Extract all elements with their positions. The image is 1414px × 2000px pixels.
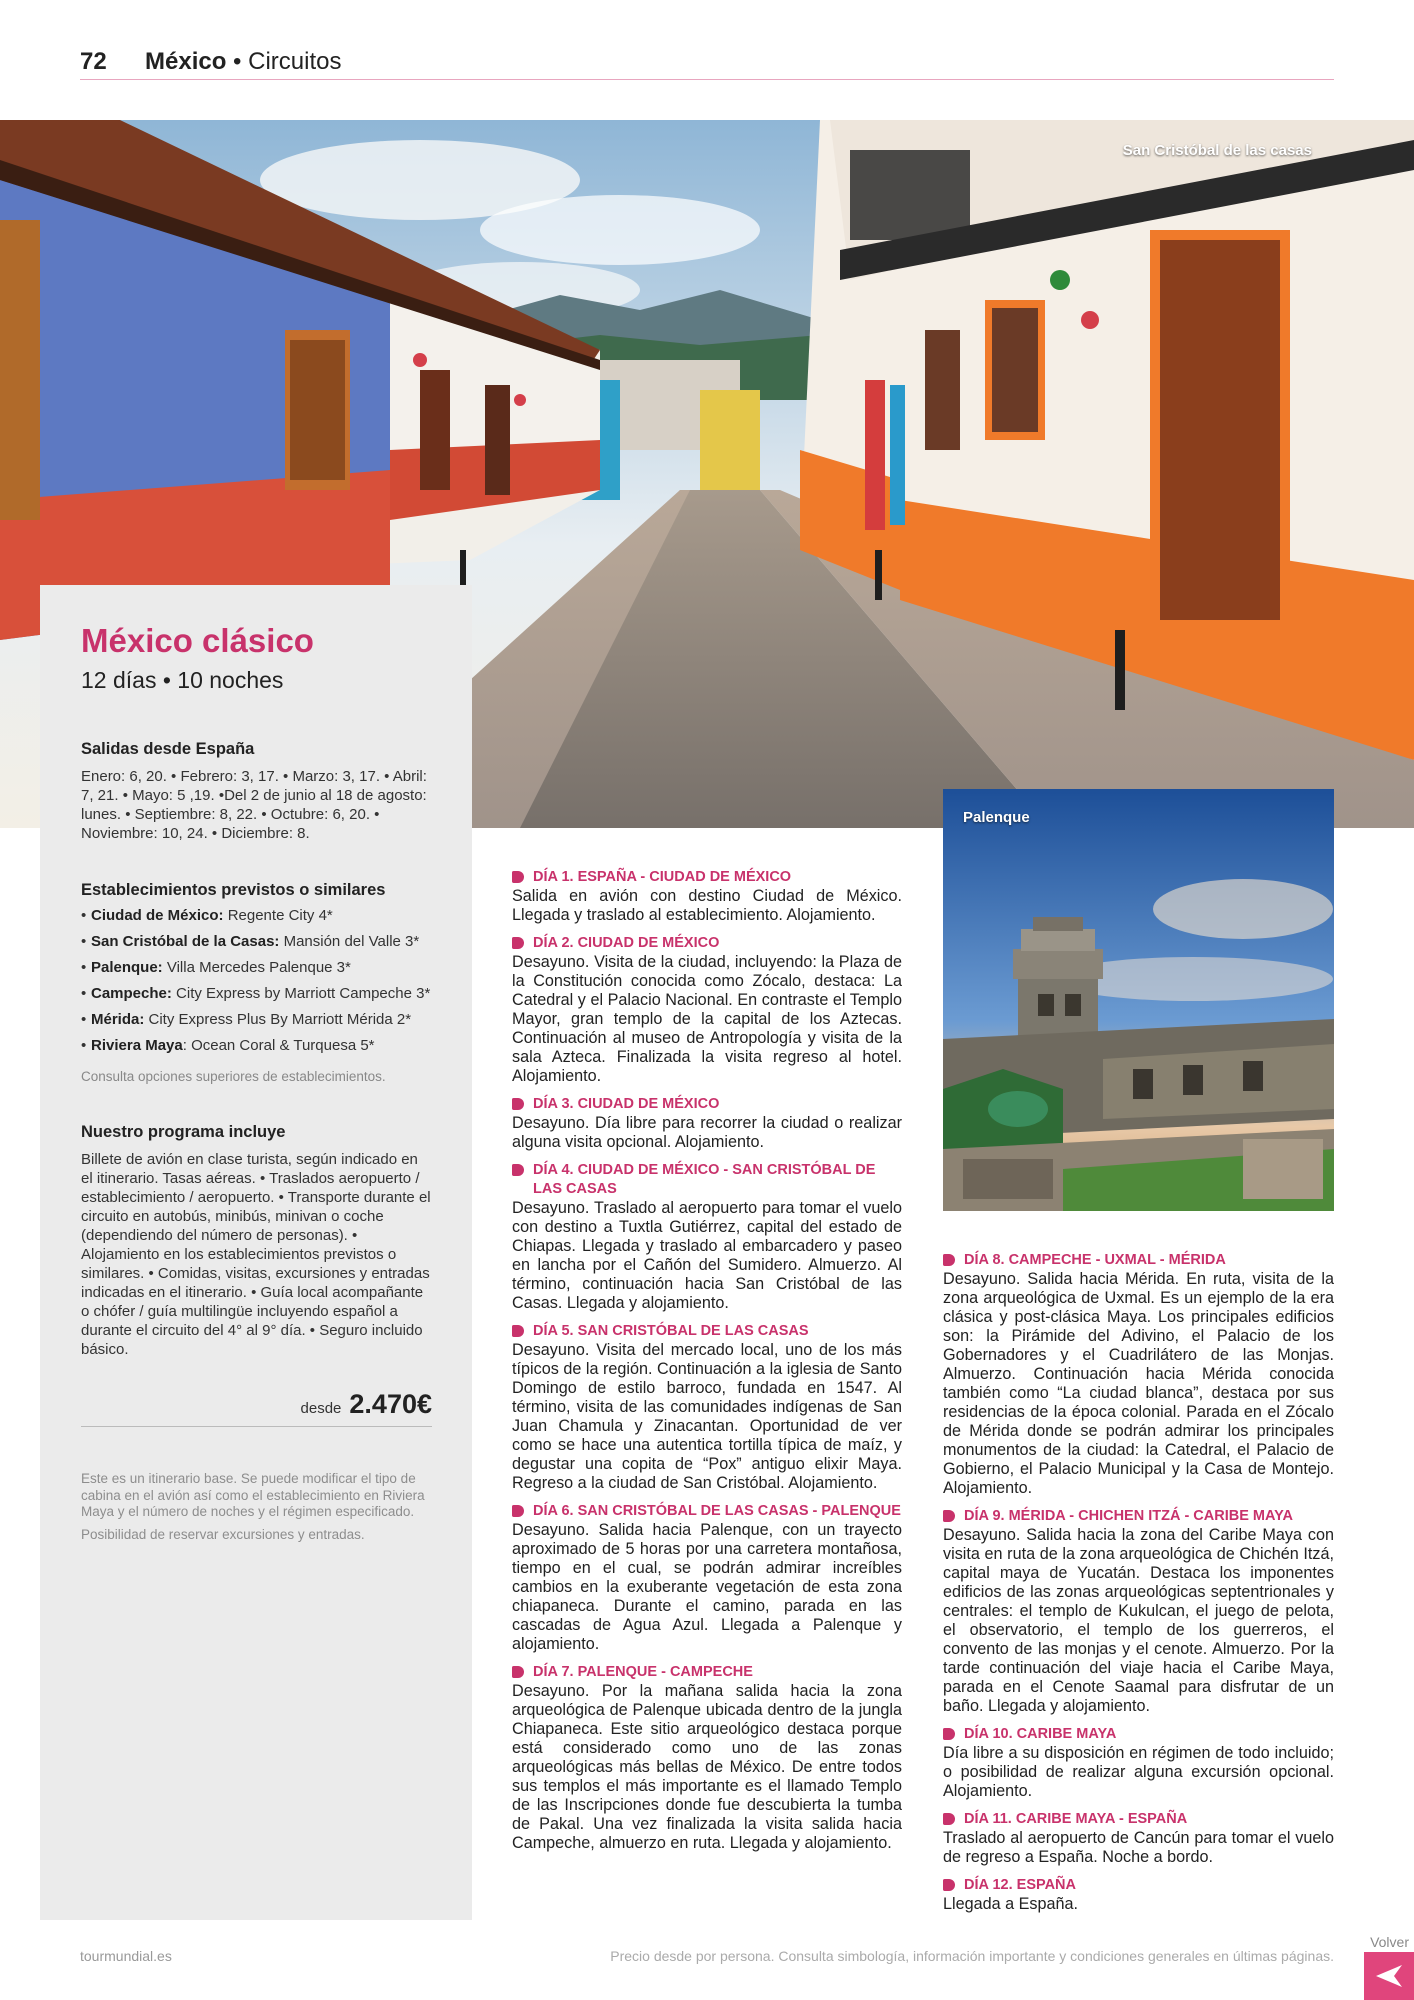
mayan-ruins-illustration: [943, 789, 1334, 1211]
page-header: [80, 48, 1334, 80]
itinerary-disclaimer: Este es un itinerario base. Se puede modificar el tipo de cabina en el avión así como el establecimiento en Riviera Maya y el número de noches y el régimen especificado.: [81, 1471, 425, 1520]
day-title: DÍA 5. SAN CRISTÓBAL DE LAS CASAS: [512, 1322, 902, 1341]
back-arrow-icon: [1374, 1963, 1404, 1989]
price-prefix: desde: [300, 1400, 342, 1418]
day-description: Salida en avión con destino Ciudad de México. Llegada y traslado al establecimiento. Alojamiento.: [512, 887, 902, 924]
footer-site-link[interactable]: tourmundial.es: [80, 1948, 172, 1964]
price-amount: 2.470€: [349, 1389, 432, 1420]
trip-duration: 12 días • 10 noches: [81, 667, 284, 694]
day-title: DÍA 11. CARIBE MAYA - ESPAÑA: [943, 1810, 1334, 1829]
price-row: [81, 1389, 432, 1427]
day-description: Desayuno. Visita del mercado local, uno de los más típicos de la región. Continuación a la iglesia de Santo Domingo de estilo barroco, fundada en 1547. Al término, visita de las comunidades indígenas de San Juan Chamula y Zinacantan. Oportunidad de ver como se hace una autentica tortilla típica de maíz, y degustar una copita de “Pox” antiguo elixir Maya. Regreso a la ciudad de San Cristóbal. Alojamiento.: [512, 1341, 902, 1492]
back-button[interactable]: [1364, 1952, 1414, 2000]
day-description: Desayuno. Traslado al aeropuerto para tomar el vuelo con destino a Tuxtla Gutiérrez, capital del estado de Chiapas. Llegada y traslado al embarcadero y paseo en lancha por el Cañón del Sumidero. Almuerzo. Al término, continuación hacia San Cristóbal de las Casas. Llegada y alojamiento.: [512, 1199, 902, 1312]
trip-info-panel: [40, 585, 472, 1920]
includes-heading: Nuestro programa incluye: [81, 1123, 286, 1142]
day-marker-icon: [512, 871, 524, 883]
day-marker-icon: [512, 1666, 524, 1678]
day-title: DÍA 2. CIUDAD DE MÉXICO: [512, 934, 902, 953]
includes-text: Billete de avión en clase turista, según indicado en el itinerario. Tasas aéreas. • Traslados aeropuerto / establecimiento / aeropuerto. • Transporte durante el circuito en autobús, minibús, minivan o coche (dependiendo del número de personas). • Alojamiento en los establecimientos previstos o similares. • Comidas, visitas, excursiones y entradas indicadas en el itinerario. • Guía local acompañante o chófer / guía multilingüe incluyendo español a durante el circuito del 4° al 9° día. • Seguro incluido básico.: [81, 1151, 431, 1359]
hotel-item: • Palenque: Villa Mercedes Palenque 3*: [81, 958, 432, 977]
day-marker-icon: [943, 1728, 955, 1740]
hotel-item: • Mérida: City Express Plus By Marriott Mérida 2*: [81, 1010, 432, 1029]
page-section-title: México • Circuitos: [145, 48, 342, 75]
day-title: DÍA 8. CAMPECHE - UXMAL - MÉRIDA: [943, 1251, 1334, 1270]
day-description: Desayuno. Visita de la ciudad, incluyendo: la Plaza de la Constitución conocida como Zócalo, destaca: La Catedral y el Palacio Nacional. En contraste el Templo Mayor, gran templo de la capital de los Aztecas. Continuación al museo de Antropología y visita de la sala Azteca. Finalizada la visita regreso al hotel. Alojamiento.: [512, 953, 902, 1085]
day-description: Traslado al aeropuerto de Cancún para tomar el vuelo de regreso a España. Noche a bordo.: [943, 1829, 1334, 1866]
day-title: DÍA 10. CARIBE MAYA: [943, 1725, 1334, 1744]
itinerary-column-2: [943, 1251, 1334, 1923]
palenque-caption: Palenque: [963, 809, 1030, 826]
day-title: DÍA 4. CIUDAD DE MÉXICO - SAN CRISTÓBAL DE LAS CASAS: [512, 1161, 902, 1199]
hotels-heading: Establecimientos previstos o similares: [81, 881, 386, 900]
itinerary-column-1: [512, 868, 902, 1862]
day-title: DÍA 12. ESPAÑA: [943, 1876, 1334, 1895]
day-marker-icon: [512, 1098, 524, 1110]
page-number: 72: [80, 48, 107, 75]
day-title: DÍA 9. MÉRIDA - CHICHEN ITZÁ - CARIBE MAYA: [943, 1507, 1334, 1526]
hotel-item: • Ciudad de México: Regente City 4*: [81, 906, 432, 925]
day-marker-icon: [512, 937, 524, 949]
day-description: Día libre a su disposición en régimen de todo incluido; o posibilidad de realizar alguna excursión opcional. Alojamiento.: [943, 1744, 1334, 1800]
day-marker-icon: [512, 1164, 524, 1176]
day-title: DÍA 3. CIUDAD DE MÉXICO: [512, 1095, 902, 1114]
hotels-note: Consulta opciones superiores de establecimientos.: [81, 1069, 386, 1085]
day-marker-icon: [943, 1879, 955, 1891]
day-marker-icon: [943, 1254, 955, 1266]
hotel-item: • Riviera Maya: Ocean Coral & Turquesa 5*: [81, 1036, 432, 1055]
palenque-photo: [943, 789, 1334, 1211]
day-title: DÍA 1. ESPAÑA - CIUDAD DE MÉXICO: [512, 868, 902, 887]
day-marker-icon: [943, 1510, 955, 1522]
footer-disclaimer: Precio desde por persona. Consulta simbología, información importante y condiciones generales en últimas páginas.: [610, 1948, 1334, 1964]
departures-text: Enero: 6, 20. • Febrero: 3, 17. • Marzo: 3, 17. • Abril: 7, 21. • Mayo: 5 ,19. •Del 2 de junio al 18 de agosto: lunes. • Septiembre: 8, 22. • Octubre: 6, 20. • Noviembre: 10, 24. • Diciembre: 8.: [81, 768, 427, 843]
day-description: Desayuno. Salida hacia Palenque, con un trayecto aproximado de 5 horas por una carretera montañosa, tiempo en el cual, se podrán admirar increíbles cambios en la exuberante vegetación de esta zona chiapaneca. Durante el camino, parada en las cascadas de Agua Azul. Llegada a Palenque y alojamiento.: [512, 1521, 902, 1653]
hotel-item: • San Cristóbal de la Casas: Mansión del Valle 3*: [81, 932, 432, 951]
day-description: Llegada a España.: [943, 1895, 1079, 1913]
hero-caption: San Cristóbal de las casas: [1122, 142, 1312, 159]
day-marker-icon: [943, 1813, 955, 1825]
hotel-item: • Campeche: City Express by Marriott Campeche 3*: [81, 984, 432, 1003]
day-description: Desayuno. Salida hacia Mérida. En ruta, visita de la zona arqueológica de Uxmal. Es un ejemplo de la era clásica y post-clásica Maya. Los principales edificios son: la Pirámide del Adivino, el Palacio de los Gobernadores y el Cuadrilátero de las Monjas. Almuerzo. Continuación hacia Mérida conocida también como “La ciudad blanca”, destaca por sus residencias de la época colonial. Parada en el Zócalo de Mérida donde se podrán admirar los principales monumentos de la ciudad: la Catedral, el Palacio de Gobierno, el Palacio Municipal y la Casa de Montejo. Alojamiento.: [943, 1270, 1334, 1497]
day-marker-icon: [512, 1505, 524, 1517]
day-marker-icon: [512, 1325, 524, 1337]
day-title: DÍA 6. SAN CRISTÓBAL DE LAS CASAS - PALENQUE: [512, 1502, 902, 1521]
subsection-name: Circuitos: [248, 48, 342, 75]
hotels-list: [81, 906, 432, 1055]
back-label[interactable]: Volver: [1370, 1934, 1409, 1950]
day-description: Desayuno. Por la mañana salida hacia la zona arqueológica de Palenque ubicada dentro de la jungla Chiapaneca. Este sitio arqueológico destaca porque está considerado como uno de las zonas arqueológicas más bellas de México. De entre todos sus templos el más importante es el llamado Templo de las Inscripciones donde fue descubierta la tumba de Pakal. Una vez finalizada la visita salida hacia Campeche, almuerzo en ruta. Llegada y alojamiento.: [512, 1682, 902, 1852]
excursions-note: Posibilidad de reservar excursiones y entradas.: [81, 1526, 365, 1542]
day-description: Desayuno. Día libre para recorrer la ciudad o realizar alguna visita opcional. Alojamiento.: [512, 1114, 902, 1151]
day-title: DÍA 7. PALENQUE - CAMPECHE: [512, 1663, 902, 1682]
departures-heading: Salidas desde España: [81, 740, 255, 759]
section-name: México: [145, 48, 227, 75]
day-description: Desayuno. Salida hacia la zona del Caribe Maya con visita en ruta de la zona arqueológica de Chichén Itzá, capital maya de Yucatán. Destaca los imponentes edificios de las zonas arqueológicas septentrionales y centrales: el templo de Kukulcan, el juego de pelota, el observatorio, el templo de los guerreros, el convento de las monjas y el cenote. Almuerzo. Por la tarde continuación del viaje hacia el Caribe Maya, parada en el Cenote Saamal para disfrutar de un baño. Llegada y alojamiento.: [943, 1526, 1334, 1715]
trip-title: México clásico: [81, 622, 314, 659]
